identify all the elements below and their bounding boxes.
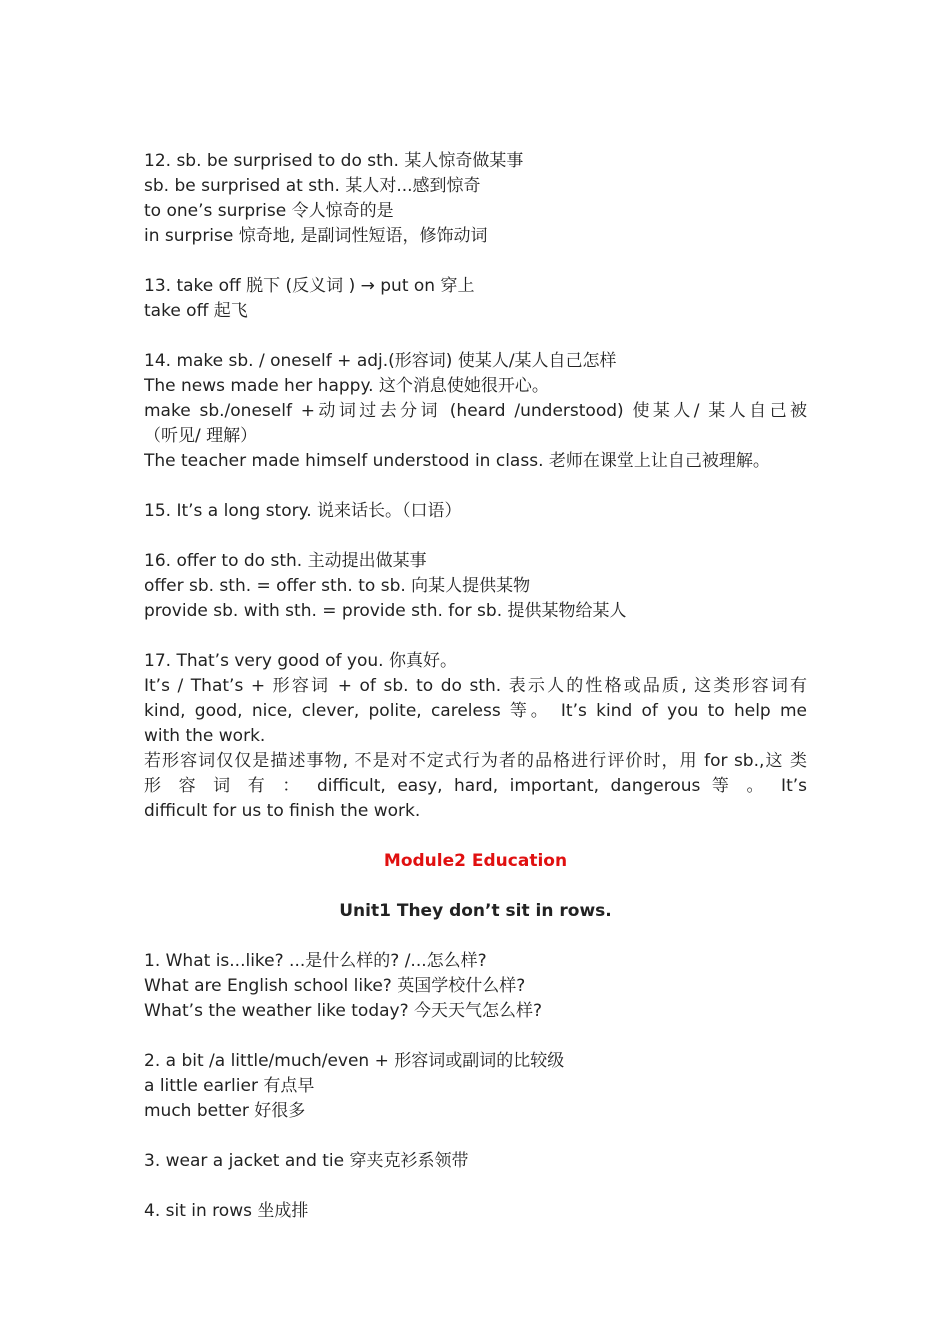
spacer	[144, 524, 807, 549]
spacer	[144, 324, 807, 349]
spacer	[144, 624, 807, 649]
item-14-line-3: （听见/ 理解）	[144, 426, 258, 446]
item-12-title: 12. sb. be surprised to do sth. 某人惊奇做某事	[144, 151, 524, 171]
item-13-title: 13. take off 脱下 (反义词 ) → put on 穿上	[144, 276, 475, 296]
unit-item-3-title: 3. wear a jacket and tie 穿夹克衫系领带	[144, 1151, 469, 1171]
unit-heading: Unit1 They don’t sit in rows.	[339, 901, 612, 921]
item-12-line-2: to one’s surprise 令人惊奇的是	[144, 201, 394, 221]
item-14-line-1: The news made her happy. 这个消息使她很开心。	[144, 376, 549, 396]
spacer	[144, 1024, 807, 1049]
unit-item-2-line-2: much better 好很多	[144, 1101, 306, 1121]
item-17-line-3: with the work.	[144, 726, 266, 746]
item-12-line-3: in surprise 惊奇地, 是副词性短语，修饰动词	[144, 226, 488, 246]
item-14-title: 14. make sb. / oneself + adj.(形容词) 使某人/某人自己怎样	[144, 351, 617, 371]
item-13-line-1: take off 起飞	[144, 301, 248, 321]
item-17-line-5: 形 容 词 有 ： difficult, easy, hard, important, dangerous 等 。 It’s	[144, 776, 807, 796]
item-14-line-2: make sb./oneself +动词过去分词 (heard /understood) 使某人/ 某人自己被	[144, 401, 807, 421]
spacer	[144, 1174, 807, 1199]
unit-item-2-title: 2. a bit /a little/much/even + 形容词或副词的比较级	[144, 1051, 565, 1071]
item-17-title: 17. That’s very good of you. 你真好。	[144, 651, 457, 671]
item-17-line-1: It’s / That’s + 形容词 + of sb. to do sth. 表示人的性格或品质, 这类形容词有	[144, 676, 807, 696]
module-heading: Module2 Education	[383, 851, 568, 871]
spacer	[144, 1124, 807, 1149]
spacer	[144, 249, 807, 274]
item-15-title: 15. It’s a long story. 说来话长。（口语）	[144, 501, 462, 521]
item-17-line-2: kind, good, nice, clever, polite, careless 等。 It’s kind of you to help me	[144, 701, 807, 721]
document-page	[144, 149, 807, 1224]
item-17-line-6: difficult for us to finish the work.	[144, 801, 421, 821]
spacer	[144, 874, 807, 899]
unit-item-1-line-1: What are English school like? 英国学校什么样?	[144, 976, 526, 996]
item-16-title: 16. offer to do sth. 主动提出做某事	[144, 551, 427, 571]
unit-item-1-title: 1. What is...like? ...是什么样的? /...怎么样?	[144, 951, 487, 971]
spacer	[144, 924, 807, 949]
item-14-line-4: The teacher made himself understood in class. 老师在课堂上让自己被理解。	[144, 451, 770, 471]
item-16-line-2: provide sb. with sth. = provide sth. for sb. 提供某物给某人	[144, 601, 627, 621]
unit-item-1-line-2: What’s the weather like today? 今天天气怎么样?	[144, 1001, 543, 1021]
unit-item-2-line-1: a little earlier 有点早	[144, 1076, 315, 1096]
item-12-line-1: sb. be surprised at sth. 某人对...感到惊奇	[144, 176, 481, 196]
unit-item-4-title: 4. sit in rows 坐成排	[144, 1201, 309, 1221]
item-16-line-1: offer sb. sth. = offer sth. to sb. 向某人提供某物	[144, 576, 531, 596]
item-17-line-4: 若形容词仅仅是描述事物, 不是对不定式行为者的品格进行评价时，用 for sb.,这 类	[144, 751, 807, 771]
spacer	[144, 824, 807, 849]
spacer	[144, 474, 807, 499]
